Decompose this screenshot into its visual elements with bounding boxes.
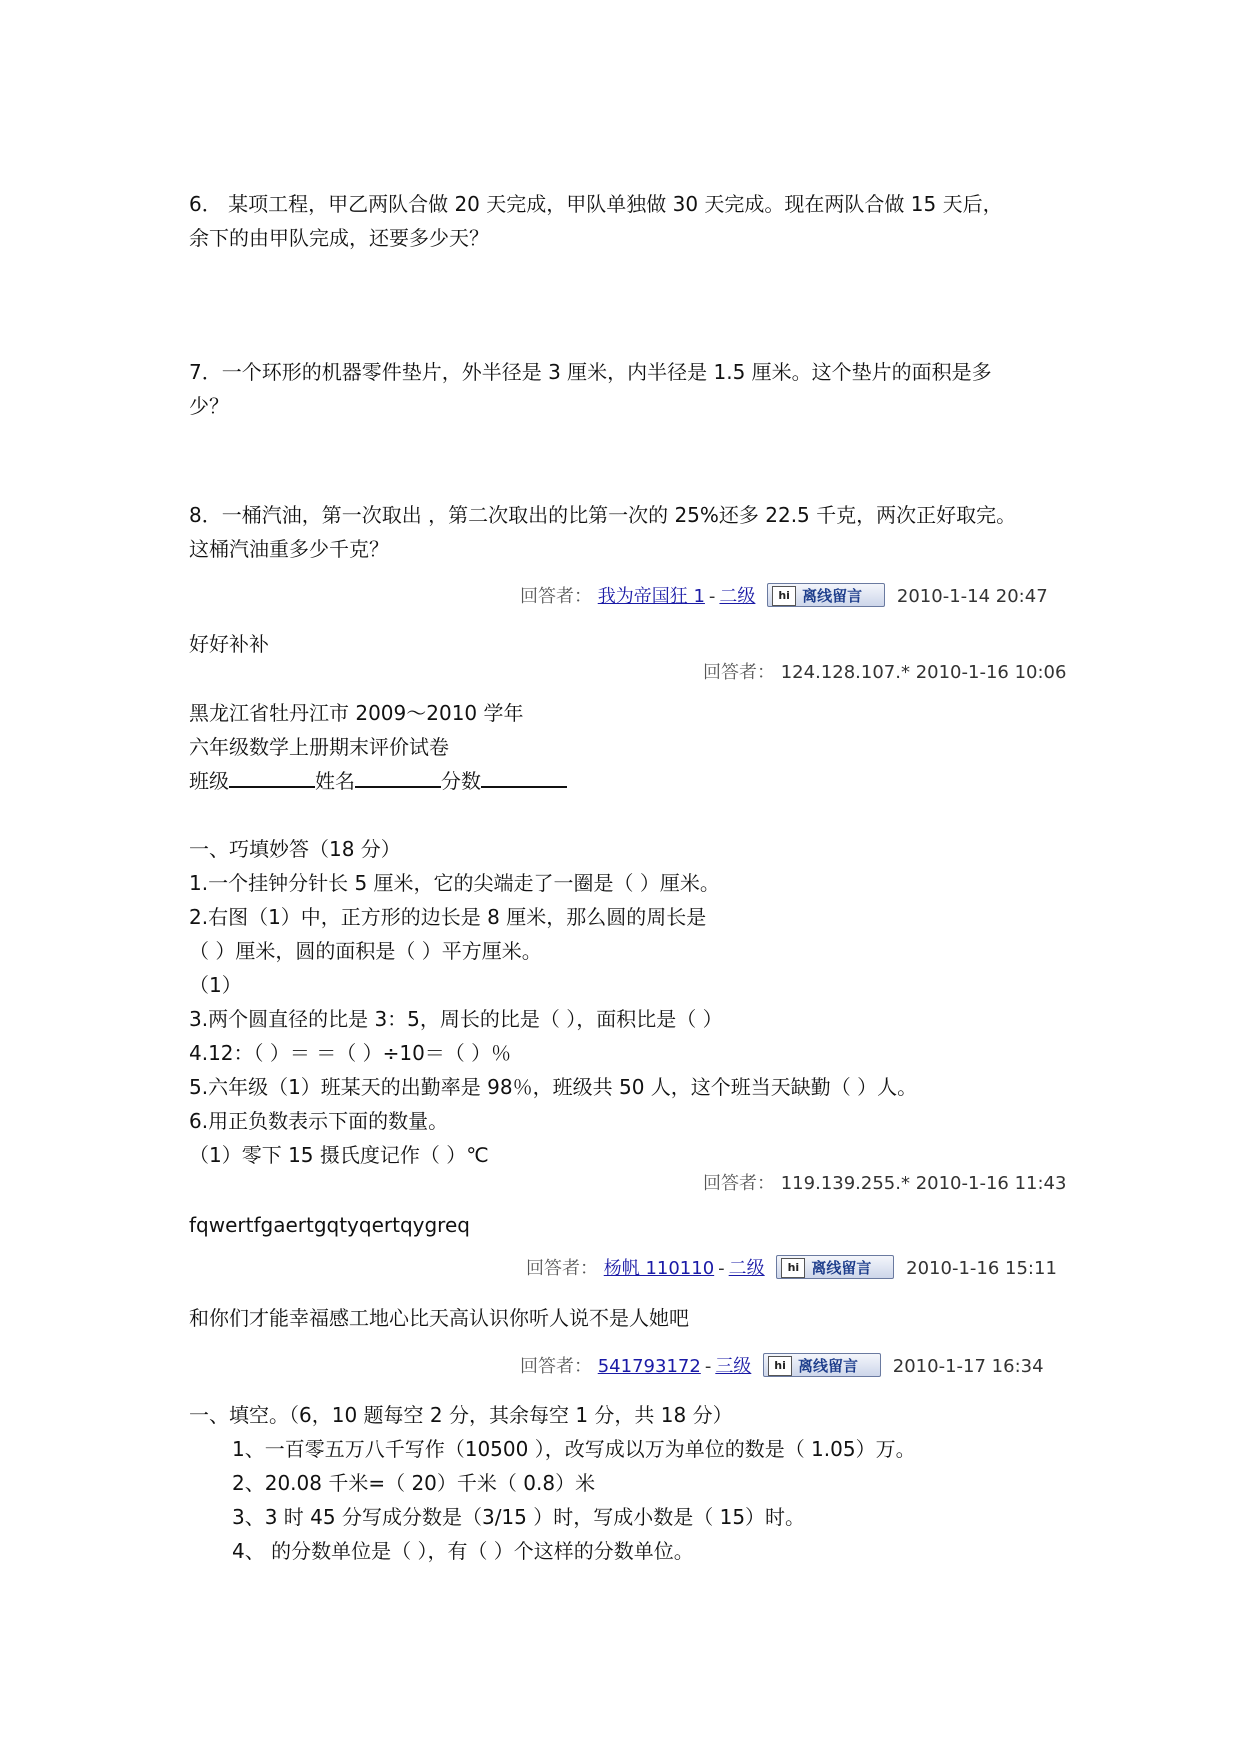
answer-meta: 回答者： 我为帝国狂 1 - 二级 hi 离线留言 2010-1-14 20:47 <box>520 585 1048 609</box>
hi-icon: hi <box>781 1258 805 1278</box>
question-8-line-1: 8．一桶汽油，第一次取出 ，第二次取出的比第一次的 25%还多 22.5 千克，两次正好取完。 <box>189 503 1017 527</box>
exam-item: 1.一个挂钟分针长 5 厘米，它的尖端走了一圈是（ ）厘米。 <box>189 871 720 895</box>
section-title: 一、巧填妙答（18 分） <box>189 837 401 861</box>
question-7-line-2: 少？ <box>189 394 229 418</box>
answerer-link[interactable]: 541793172 <box>597 1356 701 1377</box>
exam-item: （1）零下 15 摄氏度记作（ ）℃ <box>189 1143 489 1167</box>
exam-item: （1） <box>189 973 242 997</box>
name-label: 姓名 <box>315 769 355 793</box>
class-blank <box>229 766 315 788</box>
hi-icon: hi <box>768 1356 792 1376</box>
exam-header-fields <box>189 764 567 798</box>
answerer-link[interactable]: 杨帆 110110 <box>603 1258 715 1279</box>
answer-meta: 回答者： 杨帆 110110 - 二级 hi 离线留言 2010-1-16 15:11 <box>526 1257 1057 1281</box>
offline-message-label: 离线留言 <box>811 1259 872 1277</box>
reply-text: 和你们才能幸福感工地心比天高认识你听人说不是人她吧 <box>189 1306 689 1330</box>
fill-item: 4、 的分数单位是（ ），有（ ）个这样的分数单位。 <box>232 1539 694 1563</box>
answerer-label: 回答者： <box>703 1173 775 1194</box>
score-blank <box>481 766 567 788</box>
question-8-line-2: 这桶汽油重多少千克？ <box>189 537 389 561</box>
score-label: 分数 <box>441 769 481 793</box>
answer-time: 2010-1-14 20:47 <box>896 586 1048 607</box>
exam-item: 4.12：（ ）＝ ＝（ ）÷10＝（ ）％ <box>189 1041 512 1065</box>
fill-item: 1、一百零五万八千写作（10500 ），改写成以万为单位的数是（ 1.05）万。 <box>232 1437 916 1461</box>
fill-item: 2、20.08 千米=（ 20）千米（ 0.8）米 <box>232 1471 596 1495</box>
level-link[interactable]: 三级 <box>715 1356 752 1377</box>
hi-icon: hi <box>772 586 796 606</box>
class-label: 班级 <box>189 769 229 793</box>
exam-item: 3.两个圆直径的比是 3：5，周长的比是（ ），面积比是（ ） <box>189 1007 723 1031</box>
answer-meta: 回答者： 541793172 - 三级 hi 离线留言 2010-1-17 16:34 <box>520 1355 1044 1379</box>
exam-title-line-1: 黑龙江省牡丹江市 2009～2010 学年 <box>189 701 524 725</box>
exam-item: 5.六年级（1）班某天的出勤率是 98％，班级共 50 人，这个班当天缺勤（ ）人。 <box>189 1075 918 1099</box>
level-link[interactable]: 二级 <box>719 586 756 607</box>
answerer-label: 回答者： <box>526 1258 598 1279</box>
offline-message-button[interactable] <box>763 1353 881 1377</box>
level-link[interactable]: 二级 <box>728 1258 765 1279</box>
question-6-line-1: 6． 某项工程，甲乙两队合做 20 天完成，甲队单独做 30 天完成。现在两队合做 15 天后， <box>189 192 1003 216</box>
answerer-link[interactable]: 我为帝国狂 1 <box>597 586 705 607</box>
name-blank <box>355 766 441 788</box>
answerer-label: 回答者： <box>703 662 775 683</box>
answerer-label: 回答者： <box>520 586 592 607</box>
answerer-ip: 119.139.255.* <box>780 1173 910 1194</box>
answer-time: 2010-1-16 15:11 <box>906 1258 1057 1279</box>
question-6-line-2: 余下的由甲队完成，还要多少天？ <box>189 226 489 250</box>
answer-meta <box>703 661 1066 685</box>
exam-item: （ ）厘米，圆的面积是（ ）平方厘米。 <box>189 939 542 963</box>
offline-message-label: 离线留言 <box>798 1357 859 1375</box>
answerer-ip: 124.128.107.* <box>780 662 910 683</box>
answer-time: 2010-1-17 16:34 <box>892 1356 1044 1377</box>
reply-text: fqwertfgaertgqtyqertqygreq <box>189 1213 470 1237</box>
reply-text: 好好补补 <box>189 632 269 656</box>
exam-title-line-2: 六年级数学上册期末评价试卷 <box>189 735 449 759</box>
exam-item: 6.用正负数表示下面的数量。 <box>189 1109 449 1133</box>
exam-item: 2.右图（1）中，正方形的边长是 8 厘米，那么圆的周长是 <box>189 905 707 929</box>
question-7-line-1: 7．一个环形的机器零件垫片，外半径是 3 厘米，内半径是 1.5 厘米。这个垫片的面积是多 <box>189 360 992 384</box>
answer-meta <box>703 1172 1066 1196</box>
offline-message-button[interactable] <box>776 1255 894 1279</box>
fill-section-title: 一、填空。（6，10 题每空 2 分，其余每空 1 分，共 18 分） <box>189 1403 733 1427</box>
answerer-label: 回答者： <box>520 1356 592 1377</box>
fill-item: 3、3 时 45 分写成分数是（3/15 ）时，写成小数是（ 15）时。 <box>232 1505 806 1529</box>
answer-time: 2010-1-16 10:06 <box>915 662 1067 683</box>
offline-message-button[interactable] <box>767 583 885 607</box>
offline-message-label: 离线留言 <box>802 587 863 605</box>
answer-time: 2010-1-16 11:43 <box>915 1173 1067 1194</box>
